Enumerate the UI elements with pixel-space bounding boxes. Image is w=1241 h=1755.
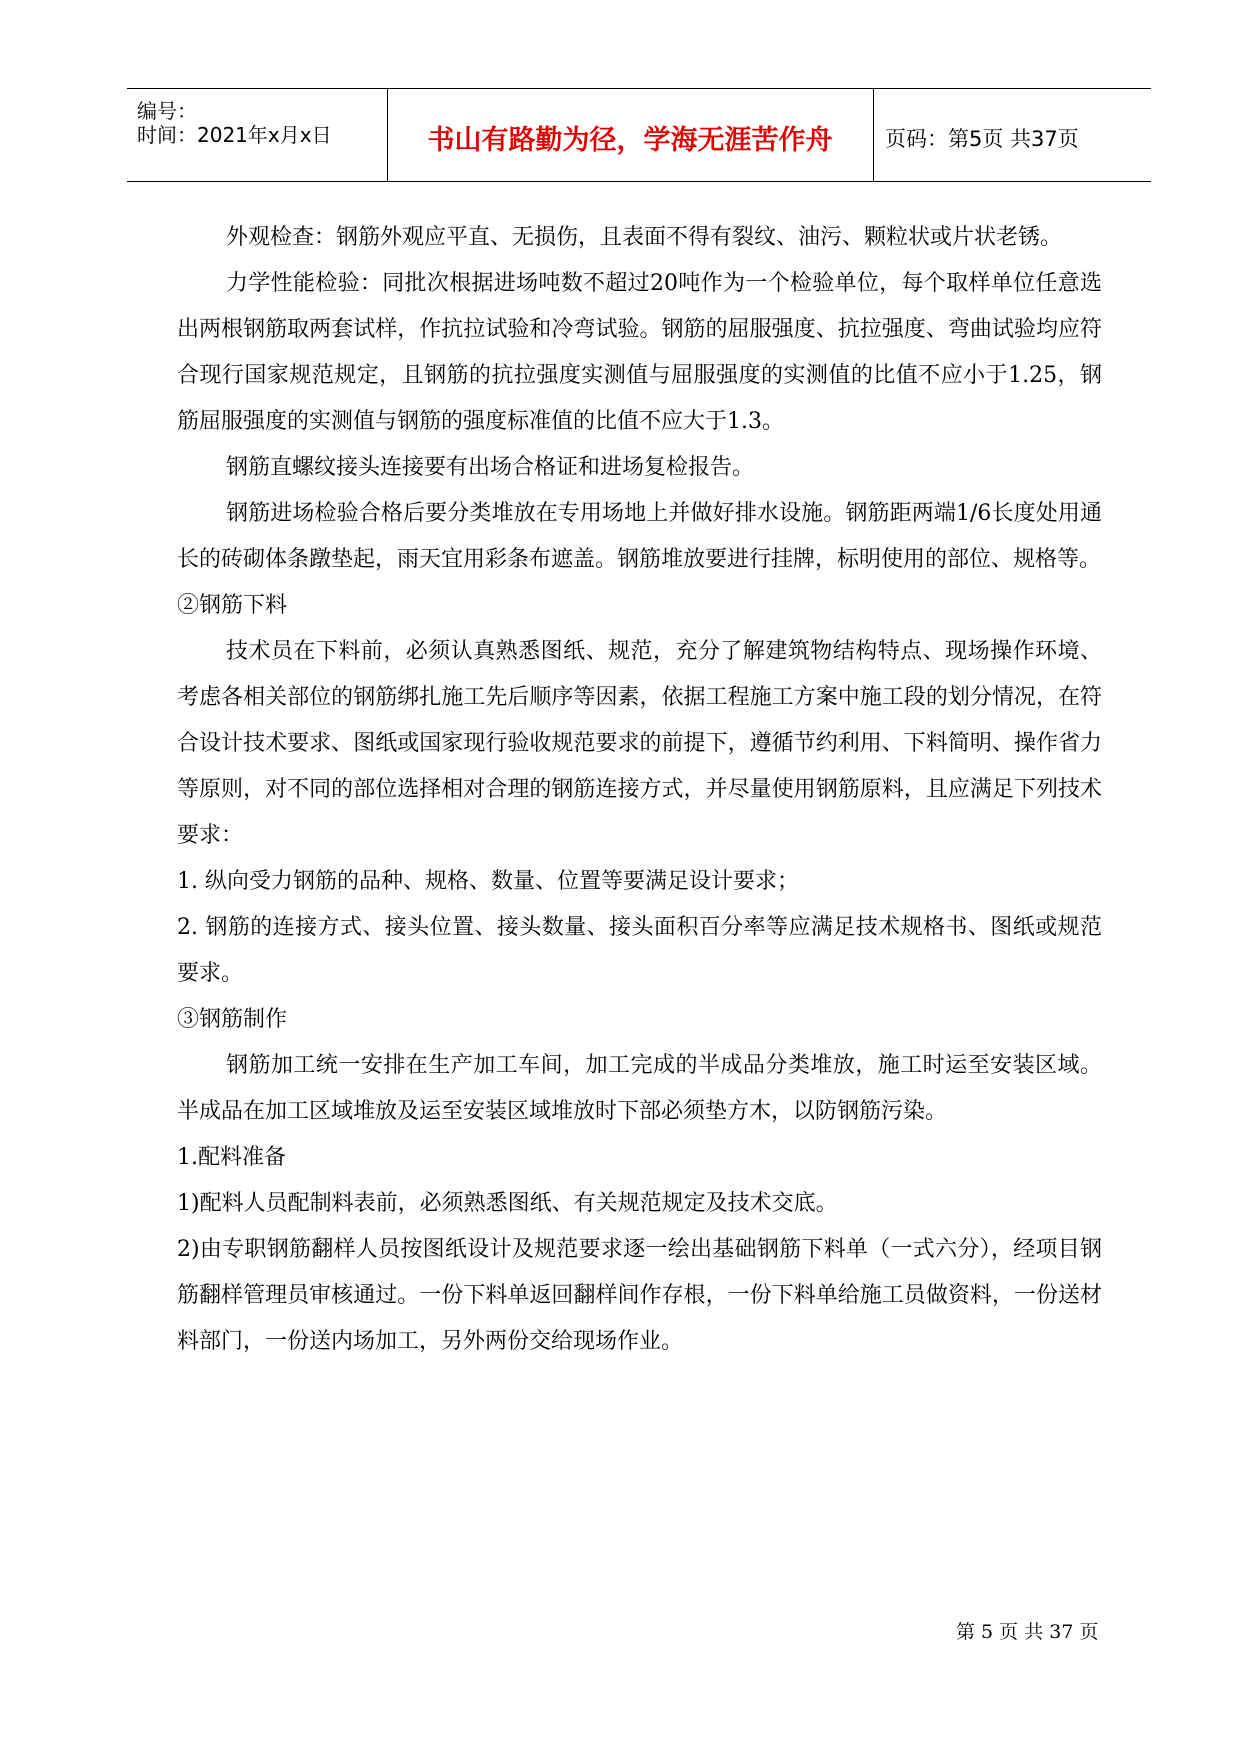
subsection-heading: 1.配料准备 [177, 1145, 286, 1170]
page-footer: 第 5 页 共 37 页 [956, 1621, 1099, 1643]
document-header [127, 88, 1151, 182]
header-page-cell [873, 89, 1151, 181]
list-item: 2)由专职钢筋翻样人员按图纸设计及规范要求逐一绘出基础钢筋下料单（一式六分），经项目钢筋翻样管理员审核通过。一份下料单返回翻样间作存根，一份下料单给施工员做资料，一份送材料部门，一份送内场加工，另外两份交给现场作业。 [177, 1237, 1102, 1354]
list-item: 1)配料人员配制料表前，必须熟悉图纸、有关规范规定及技术交底。 [177, 1191, 838, 1216]
paragraph: 外观检查：钢筋外观应平直、无损伤，且表面不得有裂纹、油污、颗粒状或片状老锈。 [226, 225, 1063, 250]
header-motto-cell [387, 89, 874, 181]
paragraph: 钢筋进场检验合格后要分类堆放在专用场地上并做好排水设施。钢筋距两端1/6长度处用通长的砖砌体条蹾垫起，雨天宜用彩条布遮盖。钢筋堆放要进行挂牌，标明使用的部位、规格等。 [177, 501, 1102, 572]
paragraph: 钢筋加工统一安排在生产加工车间，加工完成的半成品分类堆放，施工时运至安装区域。半成品在加工区域堆放及运至安装区域堆放时下部必须垫方木，以防钢筋污染。 [177, 1053, 1102, 1124]
section-heading: ②钢筋下料 [177, 593, 288, 618]
header-page-info: 页码：第5页 共37页 [885, 127, 1079, 151]
list-item: 2. 钢筋的连接方式、接头位置、接头数量、接头面积百分率等应满足技术规格书、图纸或规范要求。 [177, 915, 1102, 986]
header-motto: 书山有路勤为径，学海无涯苦作舟 [427, 125, 833, 156]
list-item: 1. 纵向受力钢筋的品种、规格、数量、位置等要满足设计要求； [177, 869, 799, 894]
header-meta-cell [127, 89, 388, 181]
paragraph: 力学性能检验：同批次根据进场吨数不超过20吨作为一个检验单位，每个取样单位任意选出两根钢筋取两套试样，作抗拉试验和冷弯试验。钢筋的屈服强度、抗拉强度、弯曲试验均应符合现行国家规范规定，且钢筋的抗拉强度实测值与屈服强度的实测值的比值不应小于1.25，钢筋屈服强度的实测值与钢筋的强度标准值的比值不应大于1.3。 [177, 271, 1102, 434]
document-body [177, 215, 1102, 1365]
paragraph: 钢筋直螺纹接头连接要有出场合格证和进场复检报告。 [226, 455, 755, 480]
doc-date-label: 时间：2021年x月x日 [137, 123, 332, 147]
doc-number-label: 编号： [137, 99, 197, 123]
paragraph: 技术员在下料前，必须认真熟悉图纸、规范，充分了解建筑物结构特点、现场操作环境、考虑各相关部位的钢筋绑扎施工先后顺序等因素，依据工程施工方案中施工段的划分情况，在符合设计技术要求、图纸或国家现行验收规范要求的前提下，遵循节约利用、下料简明、操作省力等原则，对不同的部位选择相对合理的钢筋连接方式，并尽量使用钢筋原料，且应满足下列技术要求： [177, 639, 1102, 848]
section-heading: ③钢筋制作 [177, 1007, 288, 1032]
